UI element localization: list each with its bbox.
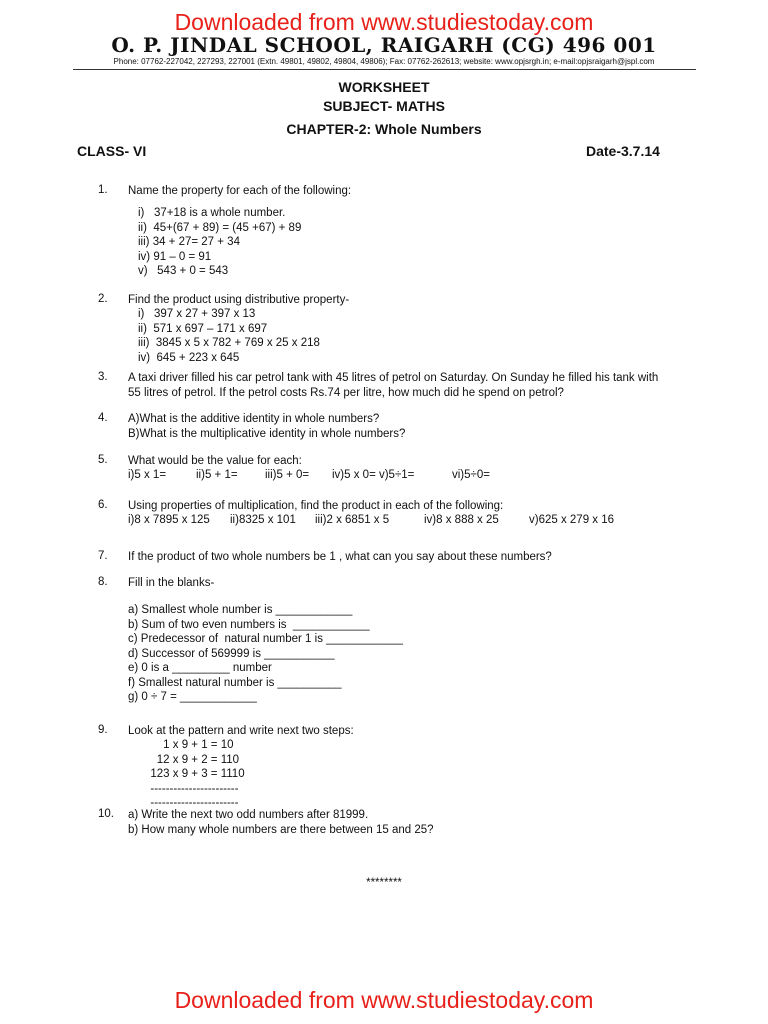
question-8-items xyxy=(128,603,698,705)
question-10 xyxy=(128,808,698,837)
pattern-line: 1 x 9 + 1 = 10 xyxy=(144,739,234,751)
question-5-items xyxy=(128,468,698,484)
question-number: 3. xyxy=(98,371,108,383)
list-item: f) Smallest natural number is __________ xyxy=(128,676,342,689)
chapter-title: CHAPTER-2: Whole Numbers xyxy=(286,121,482,137)
list-item: iv)8 x 888 x 25 xyxy=(424,514,499,526)
question-8 xyxy=(128,576,698,591)
pattern-line: ----------------------- xyxy=(144,797,239,809)
download-banner-bottom: Downloaded from www.studiestoday.com xyxy=(174,987,594,1013)
question-text: A taxi driver filled his car petrol tank with 45 litres of petrol on Saturday. On Sunday he filled his tank with xyxy=(128,372,659,384)
question-6-items xyxy=(128,513,698,529)
question-2 xyxy=(128,293,698,308)
worksheet-title: WORKSHEET xyxy=(338,79,430,95)
question-9-pattern xyxy=(144,738,714,811)
question-7 xyxy=(128,550,698,565)
class-label: CLASS- VI xyxy=(77,143,147,159)
question-number: 8. xyxy=(98,576,108,588)
question-text: A)What is the additive identity in whole numbers? xyxy=(128,413,380,425)
list-item: d) Successor of 569999 is ___________ xyxy=(128,647,335,660)
list-item: iii) 34 + 27= 27 + 34 xyxy=(138,236,240,248)
list-item: iv) 645 + 223 x 645 xyxy=(138,351,240,364)
list-item: ii) 571 x 697 – 171 x 697 xyxy=(138,322,268,335)
question-number: 9. xyxy=(98,724,108,736)
list-item: iii)5 + 0= xyxy=(265,469,310,481)
question-number: 4. xyxy=(98,412,108,424)
question-text: 55 litres of petrol. If the petrol costs Rs.74 per litre, how much did he spend on petrol? xyxy=(128,386,564,399)
list-item: a) Smallest whole number is ____________ xyxy=(128,604,353,616)
question-number: 6. xyxy=(98,499,108,511)
header-divider xyxy=(73,69,696,70)
pattern-line: ----------------------- xyxy=(144,782,239,795)
question-1-items xyxy=(138,206,708,279)
list-item: iii)2 x 6851 x 5 xyxy=(315,514,390,526)
list-item: ii)5 + 1= xyxy=(196,469,238,481)
list-item: ii) 45+(67 + 89) = (45 +67) + 89 xyxy=(138,221,302,234)
download-banner-top: Downloaded from www.studiestoday.com xyxy=(174,9,594,35)
list-item: vi)5÷0= xyxy=(452,469,490,481)
question-number: 1. xyxy=(98,184,108,196)
question-text: Look at the pattern and write next two steps: xyxy=(128,725,354,737)
question-1 xyxy=(128,184,698,199)
list-item: i) 37+18 is a whole number. xyxy=(138,207,286,219)
list-item: iv) 91 – 0 = 91 xyxy=(138,250,212,263)
list-item: iii) 3845 x 5 x 782 + 769 x 25 x 218 xyxy=(138,337,320,349)
subject-title: SUBJECT- MATHS xyxy=(323,98,445,114)
list-item: ii)8325 x 101 xyxy=(230,514,296,526)
question-6 xyxy=(128,499,698,514)
question-5 xyxy=(128,454,698,469)
question-text: a) Write the next two odd numbers after 81999. xyxy=(128,809,369,821)
school-contact: Phone: 07762-227042, 227293, 227001 (Extn. 49801, 49802, 49804, 49806); Fax: 07762-262613; website: www.opjsrgh.in; e-mail:opjsraigarh@jspl.com xyxy=(113,57,655,66)
question-text: Fill in the blanks- xyxy=(128,577,215,589)
question-3 xyxy=(128,371,698,400)
question-text: Using properties of multiplication, find the product in each of the following: xyxy=(128,500,504,512)
list-item: i) 397 x 27 + 397 x 13 xyxy=(138,308,256,320)
list-item: i)5 x 1= xyxy=(128,469,167,481)
question-number: 7. xyxy=(98,550,108,562)
question-text: If the product of two whole numbers be 1 , what can you say about these numbers? xyxy=(128,551,552,563)
list-item: e) 0 is a _________ number xyxy=(128,662,272,674)
list-item: b) Sum of two even numbers is ____________ xyxy=(128,618,370,631)
question-text: b) How many whole numbers are there between 15 and 25? xyxy=(128,823,434,836)
question-2-items xyxy=(138,307,708,365)
question-number: 5. xyxy=(98,454,108,466)
school-name: O. P. JINDAL SCHOOL, RAIGARH (CG) 496 001 xyxy=(111,33,657,57)
question-text: Name the property for each of the following: xyxy=(128,185,352,197)
question-text: Find the product using distributive property- xyxy=(128,294,350,306)
list-item: v) 543 + 0 = 543 xyxy=(138,265,229,277)
list-item: g) 0 ÷ 7 = ____________ xyxy=(128,691,257,703)
list-item: v)625 x 279 x 16 xyxy=(529,514,615,526)
list-item: c) Predecessor of natural number 1 is ____________ xyxy=(128,633,403,645)
pattern-line: 12 x 9 + 2 = 110 xyxy=(144,753,240,766)
question-9 xyxy=(128,724,698,739)
question-text: What would be the value for each: xyxy=(128,455,302,467)
pattern-line: 123 x 9 + 3 = 1110 xyxy=(144,768,245,780)
question-4 xyxy=(128,412,698,441)
question-number: 10. xyxy=(98,808,114,820)
end-mark: ******** xyxy=(366,877,402,889)
question-text: B)What is the multiplicative identity in whole numbers? xyxy=(128,427,406,440)
date-label: Date-3.7.14 xyxy=(586,143,660,159)
list-item: i)8 x 7895 x 125 xyxy=(128,514,210,526)
question-number: 2. xyxy=(98,293,108,305)
list-item: iv)5 x 0= v)5÷1= xyxy=(332,469,415,481)
